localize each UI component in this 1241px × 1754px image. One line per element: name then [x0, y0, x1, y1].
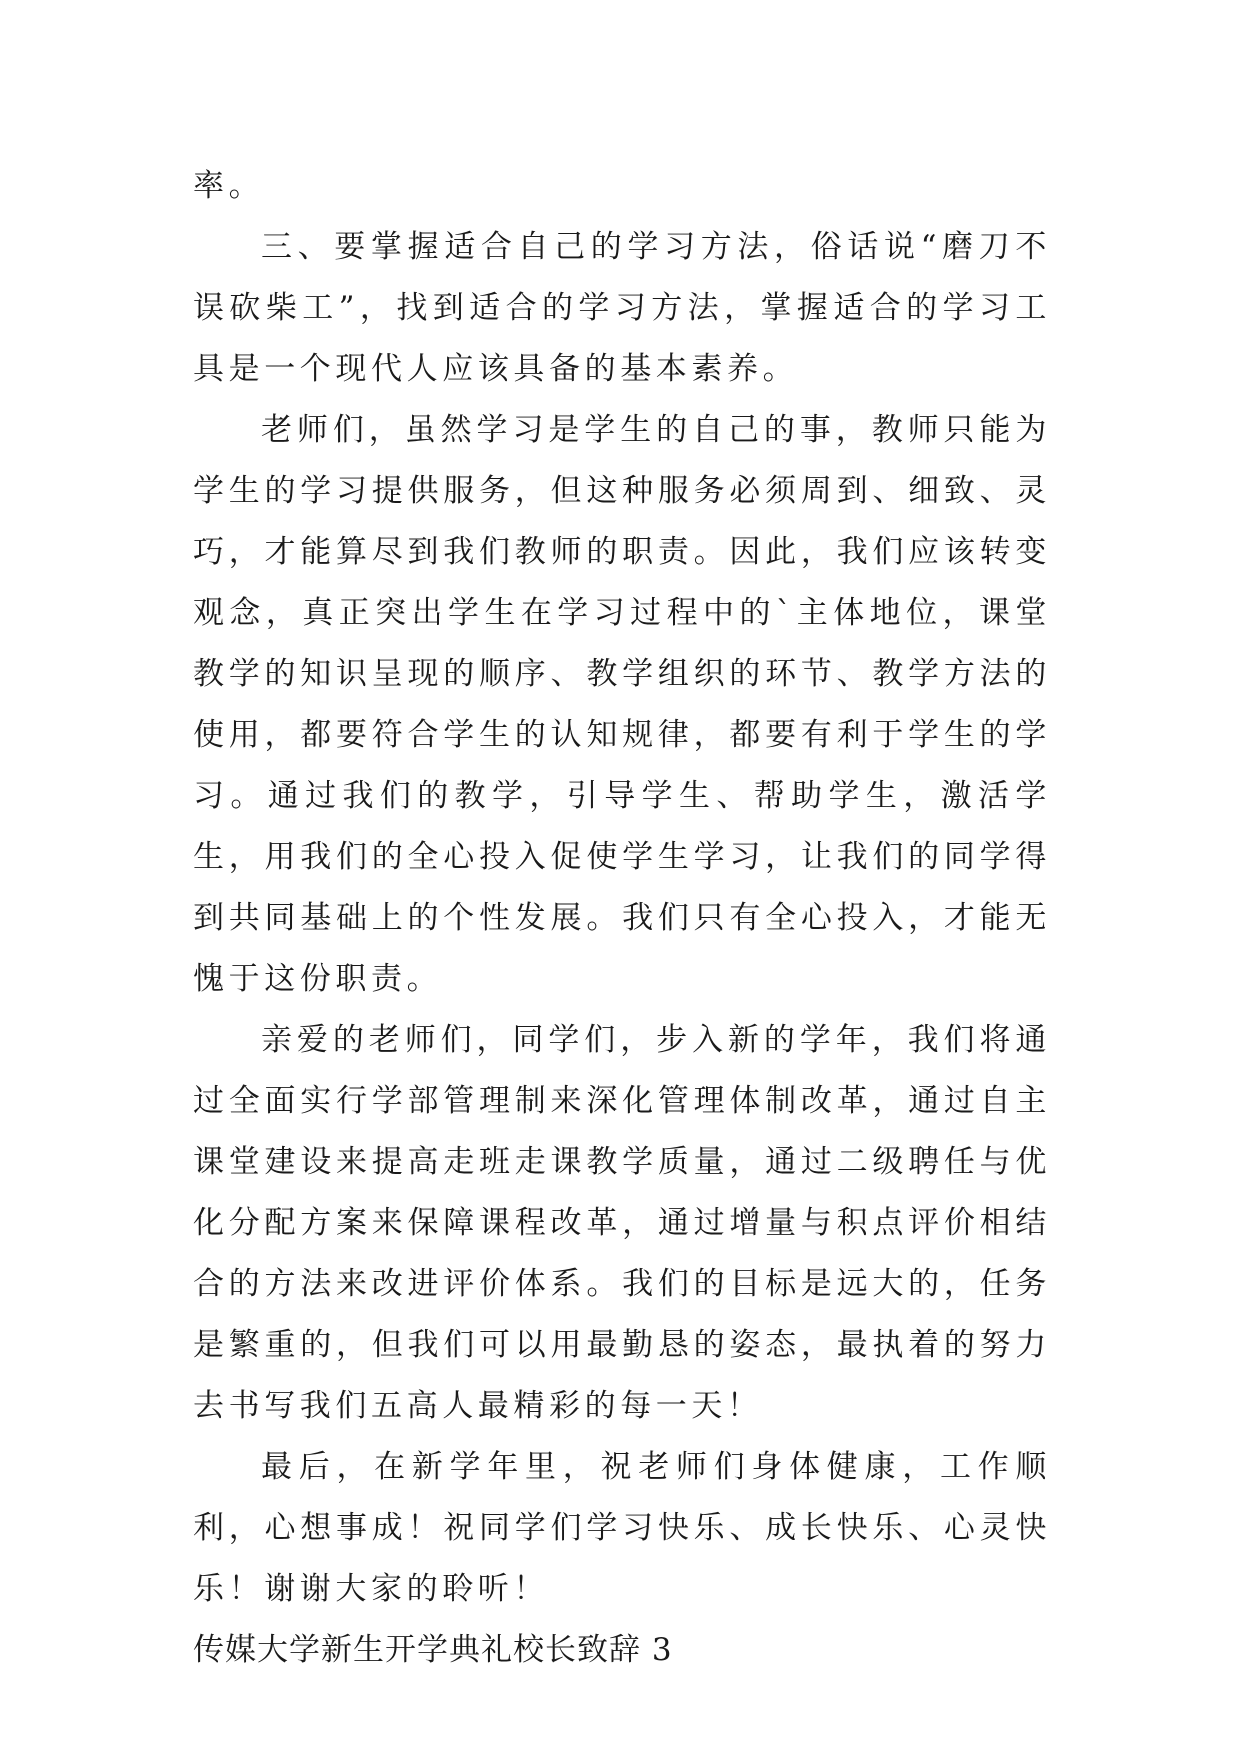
- paragraph-teachers-duty: 老师们，虽然学习是学生的自己的事，教师只能为学生的学习提供服务，但这种服务必须周到、细致、灵巧，才能算尽到我们教师的职责。因此，我们应该转变观念，真正突出学生在学习过程中的`主体地位，课堂教学的知识呈现的顺序、教学组织的环节、教学方法的使用，都要符合学生的认知规律，都要有利于学生的学习。通过我们的教学，引导学生、帮助学生，激活学生，用我们的全心投入促使学生学习，让我们的同学得到共同基础上的个性发展。我们只有全心投入，才能无愧于这份职责。: [193, 412, 1051, 997]
- paragraph-new-school-year: 亲爱的老师们，同学们，步入新的学年，我们将通过全面实行学部管理制来深化管理体制改革，通过自主课堂建设来提高走班走课教学质量，通过二级聘任与优化分配方案来保障课程改革，通过增量与积点评价相结合的方法来改进评价体系。我们的目标是远大的，任务是繁重的，但我们可以用最勤恳的姿态，最执着的努力去书写我们五高人最精彩的每一天！: [193, 1022, 1051, 1424]
- document-body: [193, 156, 1051, 1681]
- paragraph-closing-wishes: 最后，在新学年里，祝老师们身体健康，工作顺利，心想事成！祝同学们学习快乐、成长快乐、心灵快乐！谢谢大家的聆听！: [193, 1449, 1051, 1607]
- section-heading: 传媒大学新生开学典礼校长致辞 3: [193, 1632, 673, 1668]
- paragraph-continuation: 率。: [193, 168, 265, 204]
- paragraph-study-method: 三、要掌握适合自己的学习方法，俗话说“磨刀不误砍柴工”，找到适合的学习方法，掌握适合的学习工具是一个现代人应该具备的基本素养。: [193, 229, 1051, 387]
